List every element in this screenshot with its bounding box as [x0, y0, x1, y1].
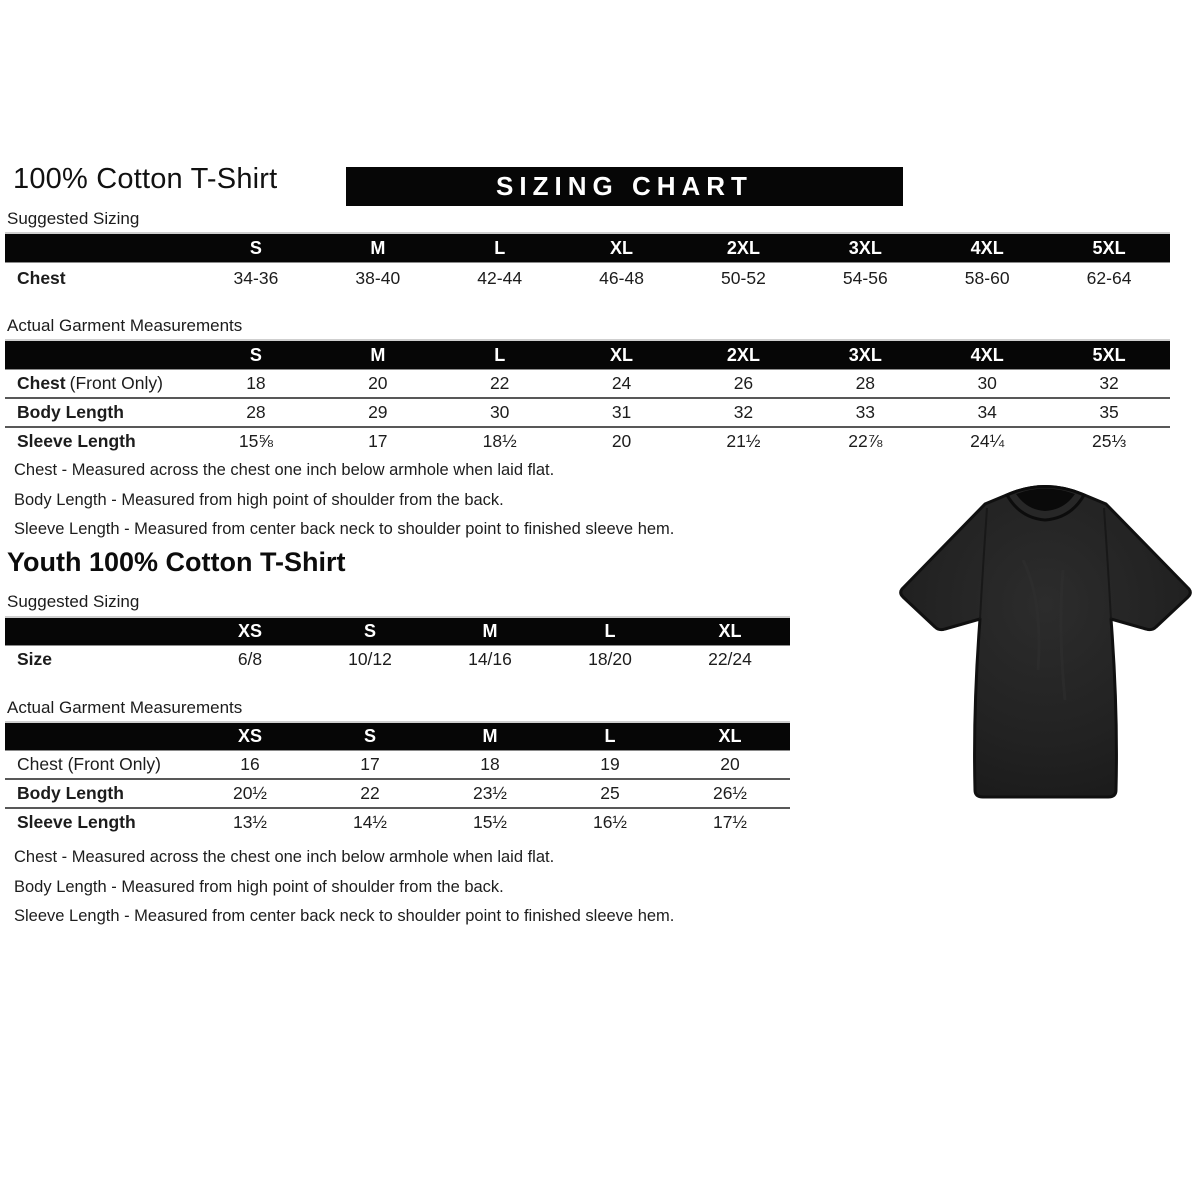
- measurement-cell: 18: [480, 754, 500, 774]
- row-label: Body Length: [17, 783, 124, 803]
- size-column-header: XL: [610, 237, 634, 258]
- youth-actual-measurements-table: [5, 721, 790, 836]
- measurement-cell: 31: [611, 402, 632, 422]
- adult-suggested-header-row: [5, 232, 1170, 263]
- measurement-cell: 32: [733, 402, 754, 422]
- measurement-cell: 21½: [726, 431, 761, 451]
- size-column-header: S: [363, 726, 376, 746]
- measurement-cell: 24: [611, 373, 632, 393]
- measurement-cell: 35: [1099, 402, 1119, 422]
- measurement-cell: 33: [855, 402, 876, 422]
- tshirt-body: [901, 487, 1191, 798]
- row-label: Sleeve Length: [17, 431, 136, 451]
- size-column-header: 2XL: [726, 237, 760, 258]
- size-column-header: XL: [718, 621, 742, 641]
- size-column-header: XS: [237, 726, 262, 746]
- measurement-cell: 26½: [712, 783, 748, 803]
- measurement-cell: 30: [977, 373, 997, 393]
- youth-actual-measurements-label: Actual Garment Measurements: [7, 698, 243, 717]
- measurement-cell: 17: [368, 431, 388, 451]
- note-line: Sleeve Length - Measured from center back neck to shoulder point to finished sleeve hem.: [14, 520, 675, 538]
- measurement-cell: 17: [360, 754, 380, 774]
- measurement-cell: 32: [1099, 373, 1119, 393]
- adult-actual-measurements-label: Actual Garment Measurements: [7, 316, 243, 335]
- size-column-header: S: [363, 621, 376, 641]
- size-column-header: 5XL: [1092, 237, 1126, 258]
- size-column-header: XL: [718, 726, 742, 746]
- youth-suggested-sizing-label: Suggested Sizing: [7, 592, 140, 611]
- measurement-cell: 20: [611, 431, 632, 451]
- youth-chest-row: [5, 751, 790, 778]
- youth-suggested-header-row: [5, 616, 790, 646]
- note-line: Sleeve Length - Measured from center back neck to shoulder point to finished sleeve hem.: [14, 907, 675, 925]
- measurement-cell: 14½: [352, 812, 388, 832]
- size-column-header: M: [482, 726, 498, 746]
- measurement-cell: 18½: [482, 431, 517, 451]
- adult-actual-header-row: [5, 339, 1170, 370]
- size-column-header: M: [370, 237, 386, 258]
- adult-measurement-notes: [14, 456, 674, 545]
- measurement-cell: 23½: [472, 783, 508, 803]
- size-column-header: 4XL: [970, 344, 1004, 365]
- adult-suggested-sizing-label: Suggested Sizing: [7, 209, 140, 228]
- row-label: Body Length: [17, 402, 124, 422]
- measurement-cell: 15½: [472, 812, 508, 832]
- measurement-cell: 42-44: [477, 267, 523, 288]
- size-column-header: XS: [237, 621, 262, 641]
- black-tshirt-photo: [893, 470, 1198, 810]
- size-column-header: S: [249, 344, 262, 365]
- size-column-header: S: [249, 237, 262, 258]
- size-column-header: M: [482, 621, 498, 641]
- row-label: Chest: [17, 267, 66, 288]
- measurement-cell: 26: [733, 373, 754, 393]
- size-column-header: L: [604, 621, 616, 641]
- measurement-cell: 25⅓: [1092, 431, 1127, 451]
- adult-suggested-chest-row: [5, 263, 1170, 293]
- measurement-cell: 30: [489, 402, 510, 422]
- measurement-cell: 38-40: [355, 267, 401, 288]
- size-column-header: 3XL: [848, 237, 882, 258]
- youth-sleeve-length-row: [5, 807, 790, 836]
- measurement-cell: 22: [489, 373, 510, 393]
- measurement-cell: 34-36: [233, 267, 279, 288]
- adult-suggested-sizing-table: [5, 232, 1170, 293]
- size-column-header: 2XL: [726, 344, 760, 365]
- measurement-cell: 22/24: [708, 648, 752, 669]
- size-column-header: L: [604, 726, 616, 746]
- page-title: 100% Cotton T-Shirt: [13, 163, 278, 195]
- row-label: Size: [17, 648, 53, 669]
- measurement-cell: 20½: [232, 783, 268, 803]
- sizing-chart-banner: [346, 167, 903, 206]
- youth-measurement-notes: [14, 843, 674, 932]
- youth-actual-header-row: [5, 721, 790, 751]
- measurement-cell: 54-56: [842, 267, 888, 288]
- measurement-cell: 10/12: [348, 648, 392, 669]
- youth-section-title: Youth 100% Cotton T-Shirt: [7, 547, 346, 577]
- banner-label: SIZING CHART: [496, 171, 753, 201]
- youth-suggested-sizing-table: [5, 616, 790, 672]
- measurement-cell: 22⅞: [848, 431, 883, 451]
- adult-body-length-row: [5, 397, 1170, 426]
- note-line: Body Length - Measured from high point of shoulder from the back.: [14, 877, 504, 896]
- adult-sleeve-length-row: [5, 426, 1170, 455]
- measurement-cell: 15⅝: [238, 431, 273, 451]
- size-column-header: L: [494, 344, 506, 365]
- size-column-header: 3XL: [848, 344, 882, 365]
- measurement-cell: 18: [246, 373, 266, 393]
- measurement-cell: 24¼: [970, 431, 1005, 451]
- note-line: Body Length - Measured from high point of shoulder from the back.: [14, 490, 504, 509]
- measurement-cell: 20: [368, 373, 388, 393]
- size-column-header: 4XL: [970, 237, 1004, 258]
- measurement-cell: 22: [360, 783, 380, 803]
- measurement-cell: 46-48: [599, 267, 644, 288]
- adult-actual-measurements-table: [5, 339, 1170, 455]
- note-line: Chest - Measured across the chest one inch below armhole when laid flat.: [14, 461, 555, 479]
- measurement-cell: 16½: [592, 812, 628, 832]
- measurement-cell: 16: [240, 754, 260, 774]
- measurement-cell: 58-60: [964, 267, 1010, 288]
- youth-size-row: [5, 646, 790, 672]
- measurement-cell: 29: [368, 402, 388, 422]
- measurement-cell: 62-64: [1086, 267, 1132, 288]
- adult-chest-row: [5, 370, 1170, 397]
- youth-body-length-row: [5, 778, 790, 807]
- size-column-header: XL: [610, 344, 634, 365]
- measurement-cell: 28: [246, 402, 266, 422]
- measurement-cell: 25: [600, 783, 620, 803]
- size-column-header: L: [494, 237, 506, 258]
- measurement-cell: 50-52: [721, 267, 766, 288]
- measurement-cell: 19: [600, 754, 620, 774]
- size-column-header: M: [370, 344, 386, 365]
- measurement-cell: 18/20: [588, 648, 632, 669]
- measurement-cell: 14/16: [468, 648, 512, 669]
- measurement-cell: 6/8: [237, 648, 263, 669]
- row-label: Chest (Front Only): [17, 373, 163, 393]
- row-label: Chest (Front Only): [17, 754, 161, 774]
- row-label: Sleeve Length: [17, 812, 136, 832]
- measurement-cell: 20: [720, 754, 740, 774]
- size-column-header: 5XL: [1092, 344, 1126, 365]
- measurement-cell: 28: [855, 373, 876, 393]
- note-line: Chest - Measured across the chest one inch below armhole when laid flat.: [14, 848, 555, 866]
- measurement-cell: 17½: [712, 812, 748, 832]
- measurement-cell: 13½: [232, 812, 268, 832]
- measurement-cell: 34: [977, 402, 997, 422]
